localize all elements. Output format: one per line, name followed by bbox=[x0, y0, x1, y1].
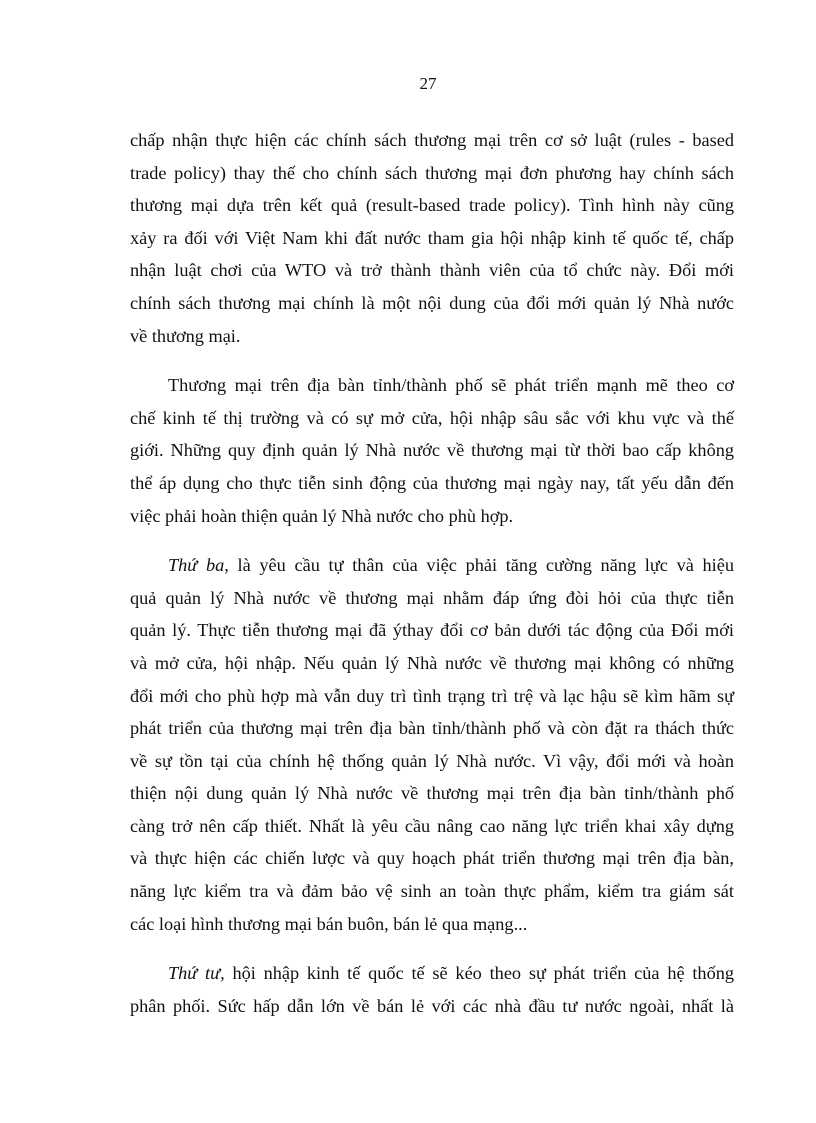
text-line: và thực hiện các chiến lược và quy hoạch phát triển thương mại trên địa bàn, bbox=[130, 848, 734, 869]
text-line: đổi mới cho phù hợp mà vẫn duy trì tình trạng trì trệ và lạc hậu sẽ kìm hãm sự bbox=[130, 685, 734, 706]
text-line: nhận luật chơi của WTO và trở thành thành viên của tổ chức này. Đổi mới bbox=[130, 260, 734, 281]
line-rest: , là yêu cầu tự thân của việc phải tăng cường năng lực và hiệu bbox=[224, 555, 734, 576]
text-line: quản lý. Thực tiễn thương mại đã ýthay đổi cơ bản dưới tác động của Đổi mới bbox=[130, 620, 734, 641]
text-line: thiện nội dung quản lý Nhà nước về thương mại trên địa bàn tỉnh/thành phố bbox=[130, 783, 734, 804]
text-line: phát triển của thương mại trên địa bàn tỉnh/thành phố và còn đặt ra thách thức bbox=[130, 718, 734, 739]
paragraph-spacer bbox=[130, 352, 734, 369]
page-number: 27 bbox=[419, 74, 437, 93]
line-rest: hội nhập kinh tế quốc tế sẽ kéo theo sự phát triển của hệ thống bbox=[224, 963, 734, 984]
text-line: phân phối. Sức hấp dẫn lớn về bán lẻ với các nhà đầu tư nước ngoài, nhất là bbox=[130, 995, 734, 1016]
text-line: quả quản lý Nhà nước về thương mại nhằm đáp ứng đòi hỏi của thực tiễn bbox=[130, 587, 734, 608]
text-line: thương mại dựa trên kết quả (result-based trade policy). Tình hình này cũng bbox=[130, 195, 734, 216]
paragraph-2 bbox=[130, 369, 734, 532]
text-line: chấp nhận thực hiện các chính sách thương mại trên cơ sở luật (rules - based bbox=[130, 130, 734, 150]
emphasis-lead: Thứ tư, bbox=[168, 963, 225, 984]
text-line: chế kinh tế thị trường và có sự mở cửa, hội nhập sâu sắc với khu vực và thế bbox=[130, 407, 734, 428]
body-text bbox=[130, 124, 734, 1022]
emphasis-lead: Thứ ba bbox=[168, 555, 225, 576]
text-line: trade policy) thay thế cho chính sách thương mại đơn phương hay chính sách bbox=[130, 162, 734, 183]
text-line: việc phải hoàn thiện quản lý Nhà nước cho phù hợp. bbox=[130, 505, 514, 526]
text-line: giới. Những quy định quản lý Nhà nước về thương mại từ thời bao cấp không bbox=[130, 440, 734, 461]
paragraph-1 bbox=[130, 124, 734, 352]
text-line-first bbox=[130, 549, 734, 582]
text-line-first bbox=[130, 957, 734, 990]
text-line: xảy ra đối với Việt Nam khi đất nước tham gia hội nhập kinh tế quốc tế, chấp bbox=[130, 227, 734, 248]
text-line: về thương mại. bbox=[130, 325, 241, 346]
paragraph-spacer bbox=[130, 940, 734, 957]
text-line: càng trở nên cấp thiết. Nhất là yêu cầu nâng cao năng lực triển khai xây dựng bbox=[130, 815, 734, 836]
text-line: và mở cửa, hội nhập. Nếu quản lý Nhà nước về thương mại không có những bbox=[130, 652, 734, 673]
text-line: về sự tồn tại của chính hệ thống quản lý Nhà nước. Vì vậy, đổi mới và hoàn bbox=[130, 750, 734, 771]
text-line: năng lực kiểm tra và đảm bảo vệ sinh an toàn thực phẩm, kiểm tra giám sát bbox=[130, 881, 734, 902]
paragraph-3 bbox=[130, 549, 734, 940]
text-line: các loại hình thương mại bán buôn, bán lẻ qua mạng... bbox=[130, 913, 528, 934]
paragraph-4 bbox=[130, 957, 734, 1022]
text-line: thể áp dụng cho thực tiễn sinh động của thương mại ngày nay, tất yếu dẫn đến bbox=[130, 472, 734, 493]
paragraph-spacer bbox=[130, 532, 734, 549]
text-line: Thương mại trên địa bàn tỉnh/thành phố sẽ phát triển mạnh mẽ theo cơ bbox=[168, 375, 734, 396]
text-line: chính sách thương mại chính là một nội dung của đổi mới quản lý Nhà nước bbox=[130, 292, 734, 313]
